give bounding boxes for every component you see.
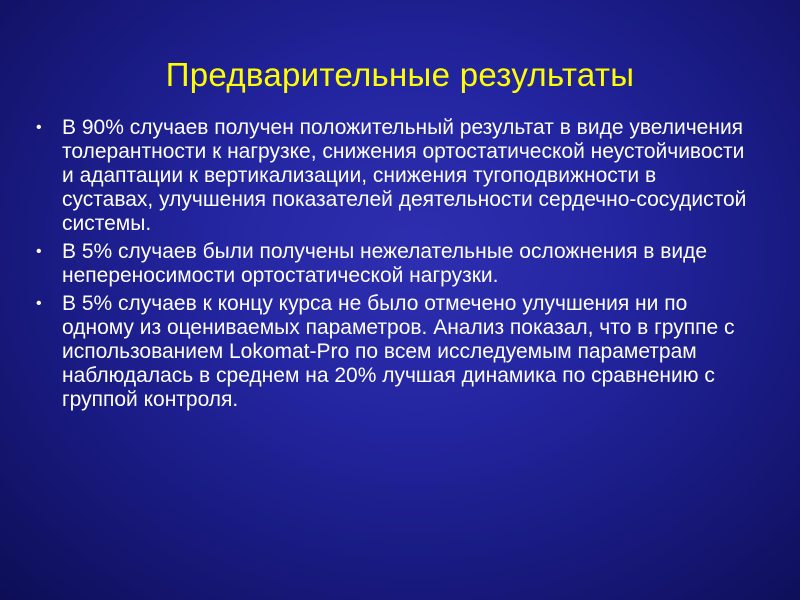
slide-title: Предварительные результаты bbox=[165, 56, 635, 93]
bullet-item bbox=[36, 292, 752, 412]
bullet-marker: • bbox=[36, 119, 42, 136]
bullet-text: В 5% случаев к концу курса не было отмечено улучшения ни по одному из оцениваемых параметров. Анализ показал, что в группе с использованием Lokomat-Pro по всем исследуемым параметрам наблюдалась в среднем на 20% лучшая динамика по сравнению с группой контроля. bbox=[62, 292, 735, 411]
bullet-list bbox=[36, 116, 752, 416]
bullet-marker: • bbox=[36, 295, 42, 312]
bullet-text: В 5% случаев были получены нежелательные осложнения в виде непереносимости ортостатической нагрузки. bbox=[62, 240, 708, 287]
bullet-text: В 90% случаев получен положительный результат в виде увеличения толерантности к нагрузке, снижения ортостатической неустойчивости и адаптации к вертикализации, снижения тугоподвижности в суставах, улучшения показателей деятельности сердечно-сосудистой системы. bbox=[62, 116, 747, 235]
bullet-item bbox=[36, 116, 752, 236]
bullet-marker: • bbox=[36, 243, 42, 260]
bullet-item bbox=[36, 240, 752, 288]
